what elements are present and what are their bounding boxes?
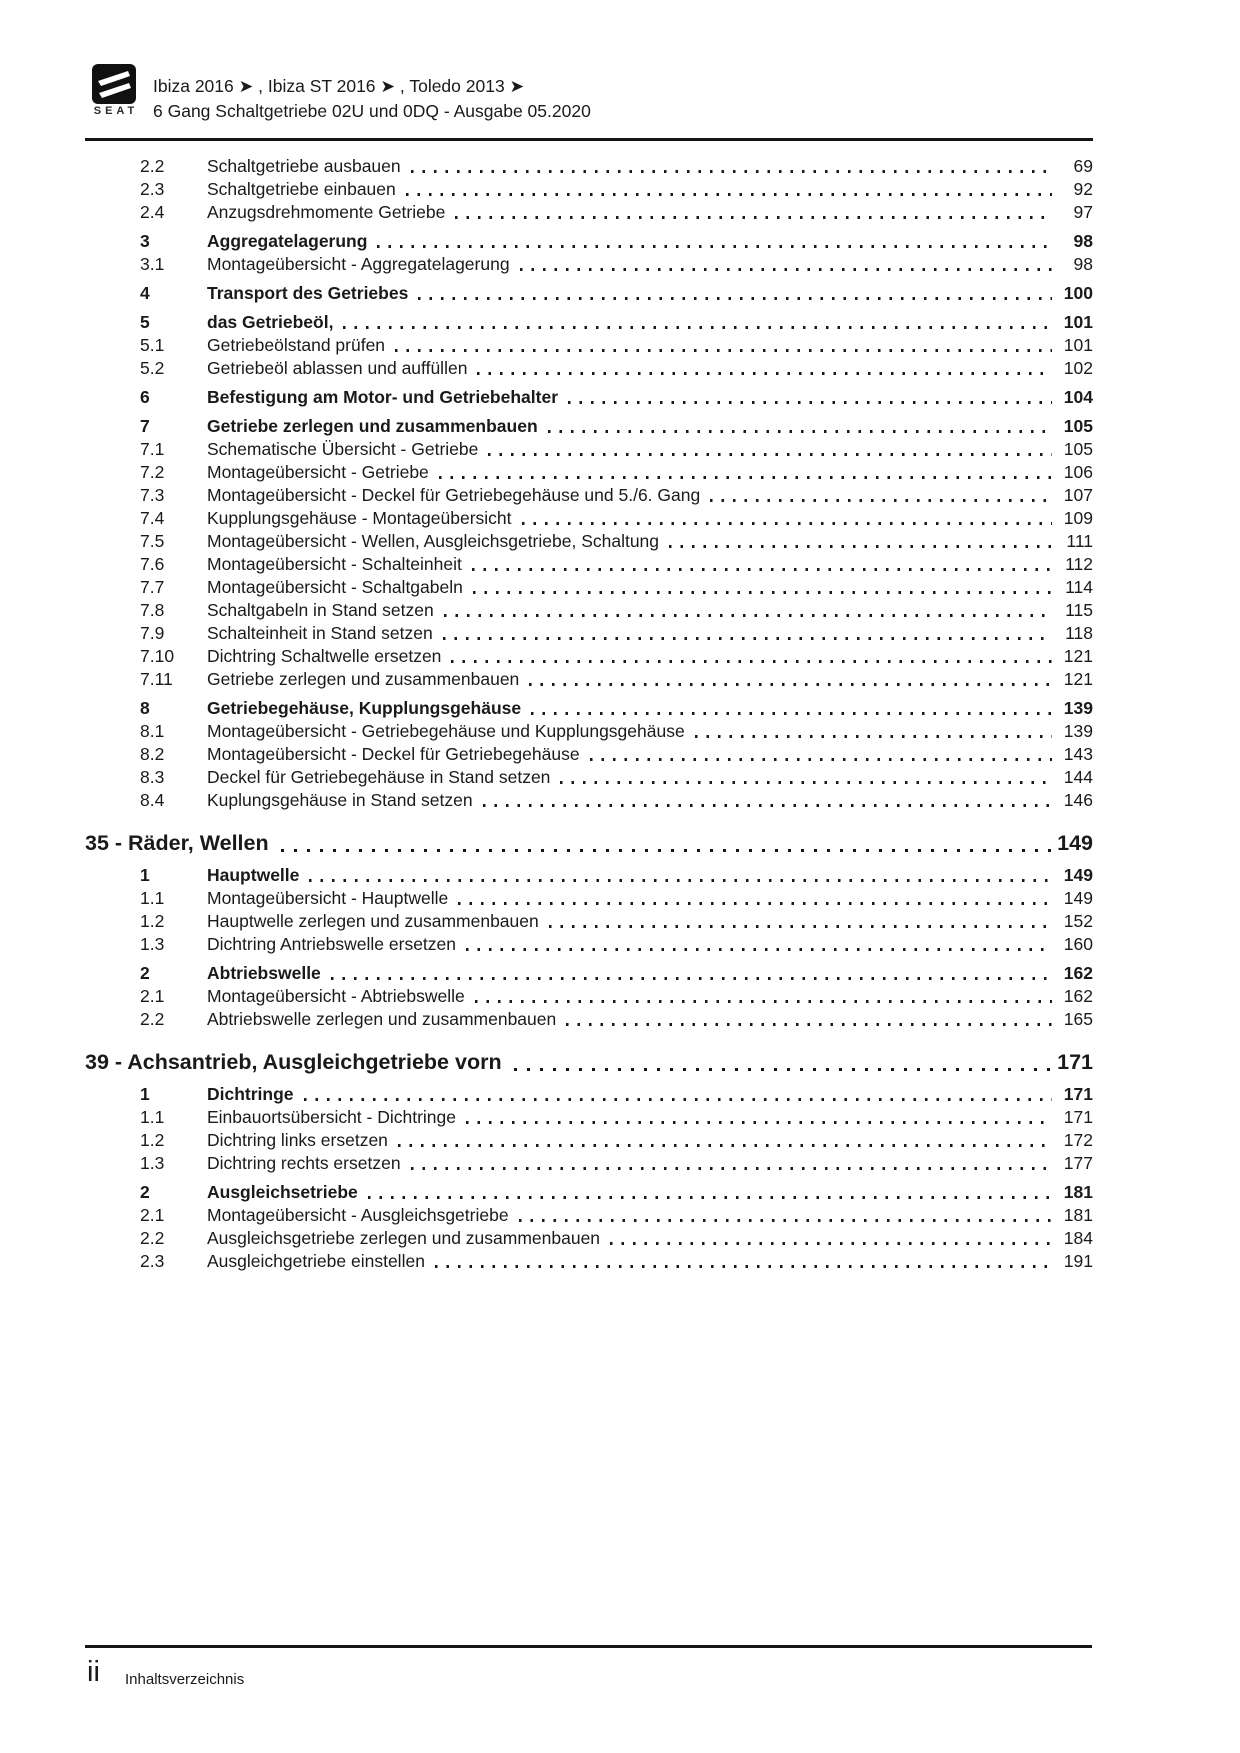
dot-leader [304,1098,1052,1101]
toc-entry-page-number: 109 [1063,508,1093,528]
toc-entry-page-number: 152 [1063,911,1093,931]
toc-entry-title: Kupplungsgehäuse - Montageübersicht [207,508,512,528]
seat-s-icon [91,64,137,104]
toc-entry-page-number: 98 [1073,254,1093,274]
footer-divider [85,1645,1092,1648]
toc-entry-title: Abtriebswelle [207,963,321,983]
toc-entry-page-number: 171 [1063,1084,1093,1104]
toc-entry-number: 1 [140,1084,150,1104]
toc-entry [85,668,1093,691]
dot-leader [411,1167,1052,1170]
toc-entry [85,438,1093,461]
toc-entry [85,415,1093,438]
toc-entry-page-number: 165 [1063,1009,1093,1029]
toc-entry-title: Montageübersicht - Deckel für Getriebegehäuse [207,744,580,764]
dot-leader [514,1068,1056,1071]
toc-entry-title: Hauptwelle [207,865,300,885]
header-divider [85,138,1093,141]
toc-chapter-page-number: 149 [1057,831,1093,855]
toc-entry-number: 7.2 [140,462,165,482]
dot-leader [281,849,1056,852]
toc-entry-number: 5.2 [140,358,165,378]
toc-entry [85,253,1093,276]
dot-leader [435,1265,1052,1268]
toc-entry-number: 1 [140,865,150,885]
toc-entry-number: 6 [140,387,150,407]
toc-entry-page-number: 102 [1063,358,1093,378]
toc-entry-page-number: 177 [1063,1153,1093,1173]
toc-entry-page-number: 162 [1063,986,1093,1006]
toc-entry-page-number: 69 [1073,156,1093,176]
dot-leader [395,349,1052,352]
toc-entry-number: 7.7 [140,577,165,597]
toc-entry [85,201,1093,224]
dot-leader [455,216,1052,219]
header-models-line: Ibiza 2016 ➤ , Ibiza ST 2016 ➤ , Toledo 2013 ➤ [153,76,525,96]
toc-entry-page-number: 146 [1063,790,1093,810]
toc-entry [85,622,1093,645]
dot-leader [398,1144,1052,1147]
seat-logo [86,64,142,117]
toc-entry [85,1152,1093,1175]
toc-entry [85,1106,1093,1129]
toc-entry-number: 7.4 [140,508,165,528]
toc-entry [85,1129,1093,1152]
toc-entry [85,743,1093,766]
toc-entry-title: Schematische Übersicht - Getriebe [207,439,479,459]
toc-chapter-heading [85,828,1093,858]
toc-entry-number: 7.5 [140,531,165,551]
dot-leader [411,170,1052,173]
dot-leader [377,245,1052,248]
toc-entry-page-number: 112 [1065,554,1093,574]
toc-entry-page-number: 106 [1063,462,1093,482]
dot-leader [477,372,1052,375]
toc-entry-title: Schalteinheit in Stand setzen [207,623,433,643]
toc-entry [85,334,1093,357]
toc-entry-page-number: 121 [1063,646,1093,666]
toc-entry [85,645,1093,668]
toc-entry [85,864,1093,887]
toc-entry-page-number: 191 [1063,1251,1093,1271]
toc-entry-title: Einbauortsübersicht - Dichtringe [207,1107,457,1127]
toc-entry [85,720,1093,743]
dot-leader [566,1023,1052,1026]
toc-entry [85,576,1093,599]
toc-entry-page-number: 98 [1073,231,1093,251]
toc-entry-number: 1.2 [140,911,165,931]
toc-entry-title: Abtriebswelle zerlegen und zusammenbauen [207,1009,557,1029]
toc-entry-title: Schaltgetriebe einbauen [207,179,396,199]
dot-leader [343,326,1052,329]
toc-entry-number: 2.2 [140,1228,165,1248]
toc-entry-number: 7.3 [140,485,165,505]
toc-entry [85,311,1093,334]
toc-entry-number: 2 [140,1182,150,1202]
toc-entry-number: 7.8 [140,600,165,620]
toc-entry-number: 5 [140,312,150,332]
toc-entry-title: Transport des Getriebes [207,283,409,303]
toc-entry-page-number: 107 [1063,485,1093,505]
toc-entry-number: 2.1 [140,1205,165,1225]
toc-entry-number: 1.1 [140,1107,165,1127]
toc-entry-page-number: 144 [1063,767,1093,787]
dot-leader [710,499,1052,502]
toc-entry-title: Ausgleichgetriebe einstellen [207,1251,425,1271]
toc-entry-number: 7.9 [140,623,165,643]
toc-entry-page-number: 143 [1063,744,1093,764]
toc-entry-number: 8.2 [140,744,165,764]
toc-entry-title: Hauptwelle zerlegen und zusammenbauen [207,911,539,931]
toc-entry [85,1083,1093,1106]
toc-entry-title: Anzugsdrehmomente Getriebe [207,202,446,222]
dot-leader [549,925,1052,928]
toc-entry-page-number: 181 [1063,1182,1093,1202]
toc-entry-page-number: 162 [1063,963,1093,983]
dot-leader [695,735,1052,738]
toc-entry [85,766,1093,789]
toc-entry-page-number: 172 [1063,1130,1093,1150]
toc-entry-title: Montageübersicht - Abtriebswelle [207,986,465,1006]
toc-entry-number: 2.2 [140,156,165,176]
toc-entry-number: 8 [140,698,150,718]
toc-entry-title: das Getriebeöl, [207,312,334,332]
toc-entry [85,230,1093,253]
toc-entry-number: 3 [140,231,150,251]
toc-entry [85,553,1093,576]
dot-leader [483,804,1052,807]
toc-entry-number: 7.1 [140,439,165,459]
toc-entry-title: Getriebeölstand prüfen [207,335,386,355]
toc-entry-title: Montageübersicht - Deckel für Getriebegehäuse und 5./6. Gang [207,485,701,505]
dot-leader [439,476,1052,479]
toc-entry-number: 2.3 [140,179,165,199]
dot-leader [529,683,1052,686]
toc-entry-page-number: 160 [1063,934,1093,954]
toc-entry-page-number: 139 [1063,698,1093,718]
toc-entry-page-number: 121 [1063,669,1093,689]
toc-entry-title: Montageübersicht - Getriebegehäuse und Kupplungsgehäuse [207,721,685,741]
toc-entry [85,282,1093,305]
toc-entry [85,178,1093,201]
toc-entry [85,887,1093,910]
dot-leader [444,614,1052,617]
toc-entry-number: 8.4 [140,790,165,810]
toc-entry [85,1181,1093,1204]
dot-leader [488,453,1052,456]
toc [85,155,1093,1273]
toc-entry [85,484,1093,507]
toc-entry-title: Deckel für Getriebegehäuse in Stand setzen [207,767,551,787]
dot-leader [443,637,1052,640]
toc-entry-title: Getriebeöl ablassen und auffüllen [207,358,468,378]
dot-leader [519,1219,1052,1222]
toc-entry-number: 7.6 [140,554,165,574]
dot-leader [458,902,1052,905]
toc-entry [85,1250,1093,1273]
dot-leader [473,591,1052,594]
header-text-block [153,74,591,124]
dot-leader [466,948,1052,951]
dot-leader [590,758,1052,761]
toc-entry [85,910,1093,933]
toc-entry-title: Montageübersicht - Ausgleichsgetriebe [207,1205,509,1225]
toc-chapter-title: 35 - Räder, Wellen [85,831,269,855]
toc-entry [85,155,1093,178]
toc-entry-number: 8.1 [140,721,165,741]
toc-entry-title: Dichtring rechts ersetzen [207,1153,401,1173]
toc-entry-title: Ausgleichsgetriebe zerlegen und zusammenbauen [207,1228,601,1248]
dot-leader [475,1000,1052,1003]
dot-leader [560,781,1052,784]
dot-leader [309,879,1052,882]
dot-leader [368,1196,1052,1199]
toc-entry-number: 8.3 [140,767,165,787]
toc-entry-title: Getriebegehäuse, Kupplungsgehäuse [207,698,522,718]
toc-entry-title: Dichtring Schaltwelle ersetzen [207,646,442,666]
toc-entry-number: 1.3 [140,1153,165,1173]
toc-entry [85,962,1093,985]
toc-entry-number: 2.2 [140,1009,165,1029]
dot-leader [451,660,1052,663]
toc-entry-title: Ausgleichsetriebe [207,1182,358,1202]
toc-entry-page-number: 114 [1065,577,1093,597]
toc-entry [85,1008,1093,1031]
dot-leader [522,522,1052,525]
toc-entry-number: 7.11 [140,669,173,689]
toc-entry-title: Schaltgabeln in Stand setzen [207,600,434,620]
toc-entry [85,789,1093,812]
dot-leader [466,1121,1052,1124]
toc-entry-page-number: 101 [1063,335,1093,355]
toc-entry-title: Dichtringe [207,1084,294,1104]
toc-entry-number: 2.1 [140,986,165,1006]
toc-entry [85,933,1093,956]
toc-entry-title: Montageübersicht - Getriebe [207,462,429,482]
toc-entry [85,386,1093,409]
toc-entry [85,357,1093,380]
toc-entry-title: Montageübersicht - Hauptwelle [207,888,449,908]
dot-leader [531,712,1052,715]
toc-entry-number: 2 [140,963,150,983]
toc-chapter-heading [85,1047,1093,1077]
dot-leader [669,545,1052,548]
toc-entry-number: 2.3 [140,1251,165,1271]
toc-entry-page-number: 105 [1063,416,1093,436]
toc-entry-page-number: 181 [1063,1205,1093,1225]
toc-entry-page-number: 100 [1063,283,1093,303]
dot-leader [418,297,1052,300]
toc-entry-title: Getriebe zerlegen und zusammenbauen [207,669,520,689]
toc-entry-number: 1.2 [140,1130,165,1150]
footer-section-label: Inhaltsverzeichnis [125,1671,245,1688]
dot-leader [406,193,1052,196]
toc-entry-title: Befestigung am Motor- und Getriebehalter [207,387,558,407]
toc-entry-page-number: 184 [1063,1228,1093,1248]
toc-entry [85,461,1093,484]
toc-entry-page-number: 139 [1063,721,1093,741]
toc-entry [85,985,1093,1008]
toc-entry-number: 7.10 [140,646,175,666]
toc-entry-title: Schaltgetriebe ausbauen [207,156,401,176]
toc-entry-title: Montageübersicht - Aggregatelagerung [207,254,510,274]
toc-entry-page-number: 149 [1063,888,1093,908]
toc-entry-page-number: 111 [1066,531,1093,551]
dot-leader [568,401,1052,404]
toc-entry-number: 2.4 [140,202,165,222]
toc-entry [85,697,1093,720]
toc-entry-number: 1.1 [140,888,165,908]
seat-logo-word: SEAT [93,105,139,117]
toc-entry-page-number: 118 [1065,623,1093,643]
toc-entry-title: Dichtring Antriebswelle ersetzen [207,934,457,954]
toc-entry-title: Dichtring links ersetzen [207,1130,388,1150]
header-subtitle-line: 6 Gang Schaltgetriebe 02U und 0DQ - Ausgabe 05.2020 [153,101,591,121]
toc-chapter-title: 39 - Achsantrieb, Ausgleichgetriebe vorn [85,1050,502,1074]
toc-entry-page-number: 97 [1073,202,1093,222]
toc-entry-page-number: 104 [1063,387,1093,407]
dot-leader [610,1242,1052,1245]
toc-entry [85,530,1093,553]
toc-entry [85,599,1093,622]
toc-entry-page-number: 105 [1063,439,1093,459]
toc-entry-number: 3.1 [140,254,165,274]
toc-entry-title: Montageübersicht - Schalteinheit [207,554,462,574]
toc-entry-page-number: 92 [1073,179,1093,199]
toc-entry-title: Kuplungsgehäuse in Stand setzen [207,790,473,810]
toc-entry-title: Montageübersicht - Schaltgabeln [207,577,463,597]
dot-leader [331,977,1052,980]
dot-leader [520,268,1052,271]
toc-entry-page-number: 101 [1063,312,1093,332]
toc-entry-number: 4 [140,283,150,303]
toc-entry-number: 5.1 [140,335,165,355]
toc-entry-number: 7 [140,416,150,436]
dot-leader [548,430,1052,433]
toc-entry [85,1204,1093,1227]
toc-entry-page-number: 171 [1063,1107,1093,1127]
dot-leader [472,568,1052,571]
toc-entry-page-number: 115 [1065,600,1093,620]
footer-page-number: ii [87,1656,100,1688]
toc-entry-title: Montageübersicht - Wellen, Ausgleichsgetriebe, Schaltung [207,531,660,551]
toc-entry [85,507,1093,530]
toc-entry-number: 1.3 [140,934,165,954]
toc-entry [85,1227,1093,1250]
toc-chapter-page-number: 171 [1057,1050,1093,1074]
toc-entry-title: Aggregatelagerung [207,231,368,251]
toc-entry-title: Getriebe zerlegen und zusammenbauen [207,416,538,436]
toc-entry-page-number: 149 [1063,865,1093,885]
